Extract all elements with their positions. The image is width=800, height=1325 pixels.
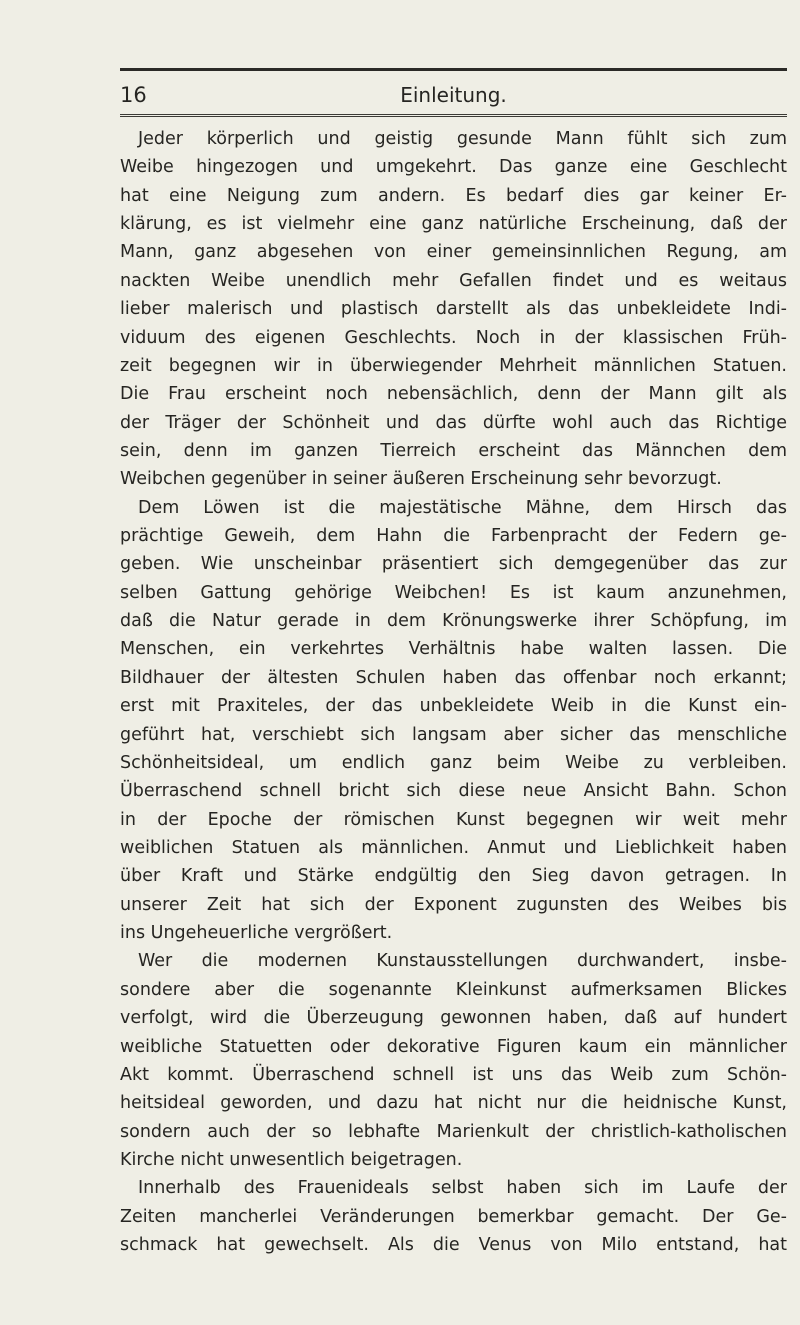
running-head: Einleitung. — [400, 83, 507, 107]
text-line: geben. Wie unscheinbar präsentiert sich demgegenüber das zur — [120, 554, 787, 575]
text-line: sondere aber die sogenannte Kleinkunst aufmerksamen Blickes — [120, 979, 787, 1000]
header-bottom-rule — [120, 114, 787, 117]
text-line: Mann, ganz abgesehen von einer gemeinsinnlichen Regung, am — [120, 242, 787, 263]
page-header — [120, 80, 787, 110]
text-line: über Kraft und Stärke endgültig den Sieg davon getragen. In — [120, 866, 787, 887]
text-line: selben Gattung gehörige Weibchen! Es ist kaum anzunehmen, — [120, 582, 787, 603]
text-line: lieber malerisch und plastisch darstellt als das unbekleidete Indi- — [120, 299, 787, 320]
text-line: Überraschend schnell bricht sich diese neue Ansicht Bahn. Schon — [120, 781, 787, 802]
text-line: Kirche nicht unwesentlich beigetragen. — [120, 1149, 463, 1170]
header-top-rule — [120, 68, 787, 71]
text-line: Menschen, ein verkehrtes Verhältnis habe walten lassen. Die — [120, 639, 787, 660]
text-line: verfolgt, wird die Überzeugung gewonnen haben, daß auf hundert — [120, 1008, 787, 1029]
text-line: in der Epoche der römischen Kunst begegnen wir weit mehr — [120, 809, 787, 830]
text-line: Zeiten mancherlei Veränderungen bemerkbar gemacht. Der Ge- — [120, 1206, 787, 1227]
text-line: unserer Zeit hat sich der Exponent zugunsten des Weibes bis — [120, 894, 787, 915]
text-line: ins Ungeheuerliche vergrößert. — [120, 923, 393, 944]
body-text — [120, 125, 787, 1259]
text-line: erst mit Praxiteles, der das unbekleidete Weib in die Kunst ein- — [120, 696, 787, 717]
text-line: heitsideal geworden, und dazu hat nicht nur die heidnische Kunst, — [120, 1093, 787, 1114]
text-line: daß die Natur gerade in dem Krönungswerke ihrer Schöpfung, im — [120, 611, 787, 632]
text-line: klärung, es ist vielmehr eine ganz natürliche Erscheinung, daß der — [120, 214, 787, 235]
text-line: Bildhauer der ältesten Schulen haben das offenbar noch erkannt; — [120, 667, 787, 688]
text-line: sondern auch der so lebhafte Marienkult der christlich-katholischen — [120, 1121, 787, 1142]
text-line: geführt hat, verschiebt sich langsam aber sicher das menschliche — [120, 724, 787, 745]
text-line: Jeder körperlich und geistig gesunde Mann fühlt sich zum — [138, 129, 787, 149]
text-line: Wer die modernen Kunstausstellungen durchwandert, insbe- — [138, 951, 787, 972]
text-line: der Träger der Schönheit und das dürfte wohl auch das Richtige — [120, 412, 787, 433]
text-line: sein, denn im ganzen Tierreich erscheint das Männchen dem — [120, 440, 787, 461]
text-line: schmack hat gewechselt. Als die Venus von Milo entstand, hat — [120, 1235, 787, 1256]
text-line: Dem Löwen ist die majestätische Mähne, dem Hirsch das — [138, 497, 787, 518]
text-line: Weibchen gegenüber in seiner äußeren Erscheinung sehr bevorzugt. — [120, 469, 722, 490]
page-number: 16 — [120, 83, 147, 107]
text-line: prächtige Geweih, dem Hahn die Farbenpracht der Federn ge- — [120, 526, 787, 547]
text-line: Akt kommt. Überraschend schnell ist uns das Weib zum Schön- — [120, 1064, 787, 1085]
text-line: Weibe hingezogen und umgekehrt. Das ganze eine Geschlecht — [120, 157, 787, 178]
text-line: nackten Weibe unendlich mehr Gefallen findet und es weitaus — [120, 270, 787, 291]
text-line: hat eine Neigung zum andern. Es bedarf dies gar keiner Er- — [120, 185, 787, 206]
text-line: zeit begegnen wir in überwiegender Mehrheit männlichen Statuen. — [120, 355, 787, 376]
text-line: weiblichen Statuen als männlichen. Anmut und Lieblichkeit haben — [120, 837, 787, 858]
text-line: viduum des eigenen Geschlechts. Noch in der klassischen Früh- — [120, 327, 787, 348]
text-line: Innerhalb des Frauenideals selbst haben sich im Laufe der — [138, 1178, 787, 1199]
text-line: Die Frau erscheint noch nebensächlich, denn der Mann gilt als — [120, 384, 787, 405]
text-line: weibliche Statuetten oder dekorative Figuren kaum ein männlicher — [120, 1036, 787, 1057]
text-line: Schönheitsideal, um endlich ganz beim Weibe zu verbleiben. — [120, 752, 787, 773]
